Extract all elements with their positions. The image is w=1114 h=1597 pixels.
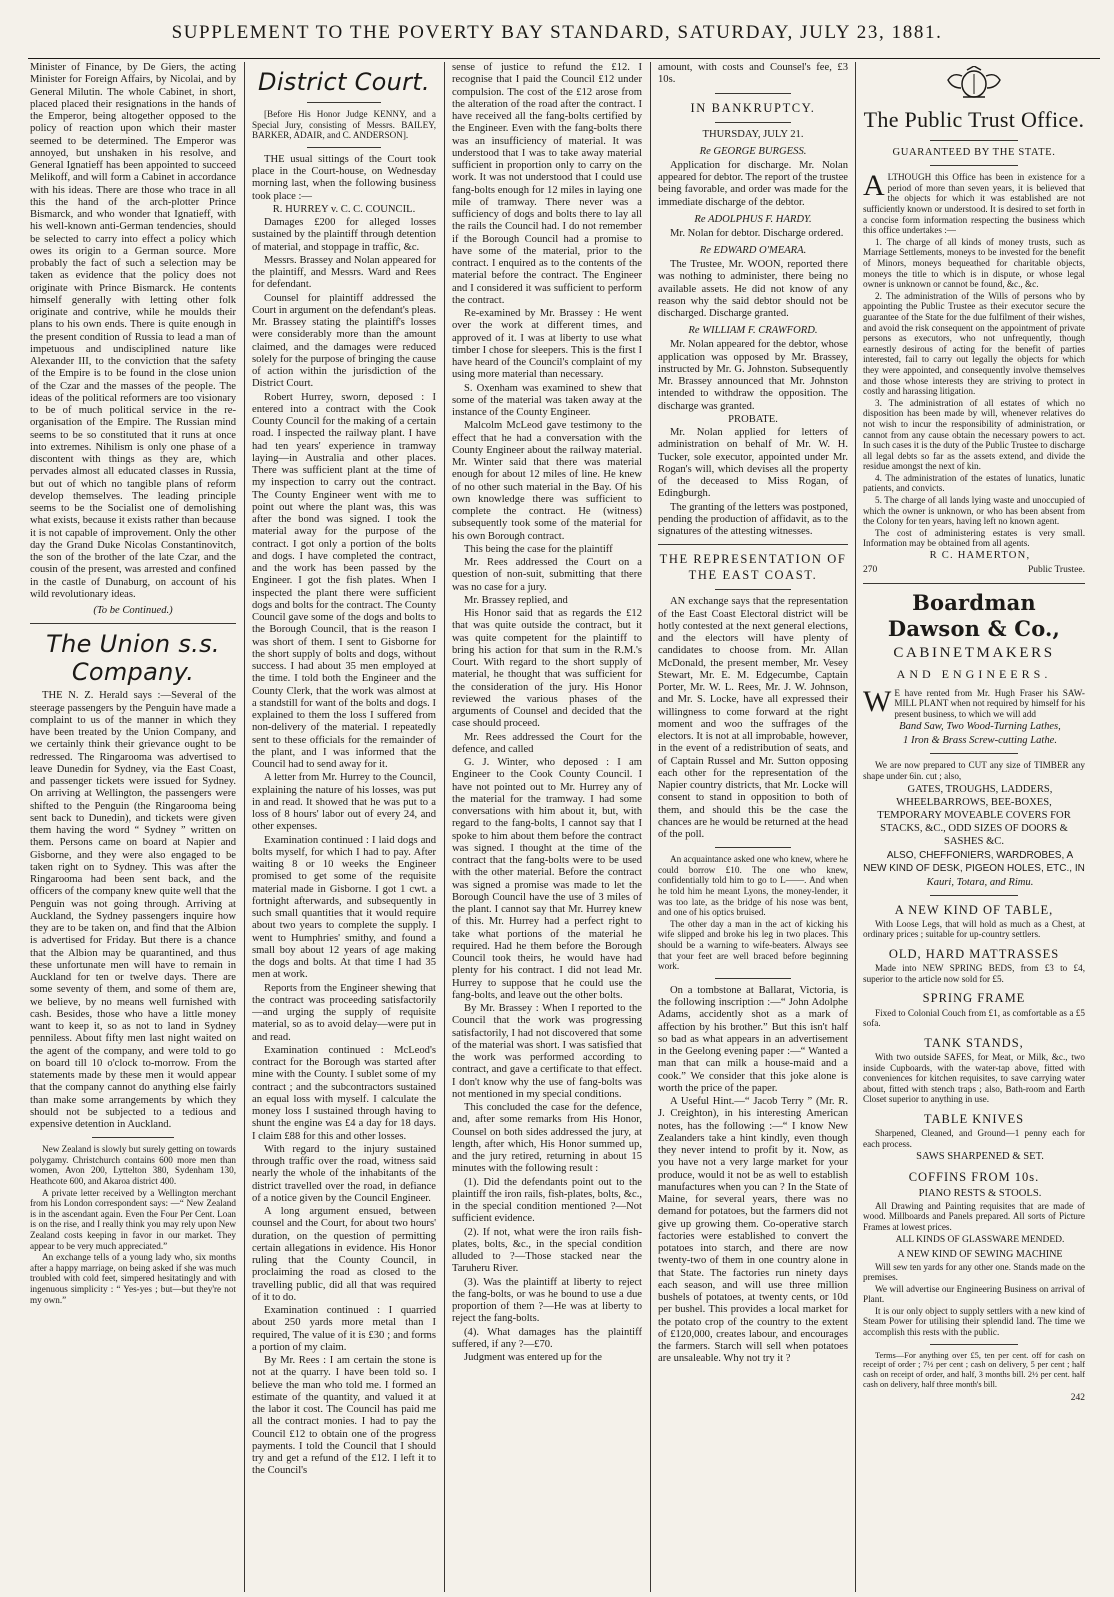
boardman-spring-body: Fixed to Colonial Couch from £1, as comfortable as a £5 sofa. bbox=[863, 1007, 1085, 1029]
boardman-piano: PIANO RESTS & STOOLS. bbox=[918, 1187, 1042, 1199]
divider bbox=[307, 147, 381, 148]
court-para: Re-examined by Mr. Brassey : He went over the work at different times, and approved of it. I was at liberty to use what timber I chose for sleepers. This is the first I have heard of the Council's complaint of my using more material than necessary. bbox=[452, 308, 642, 381]
divider bbox=[658, 544, 848, 545]
boardman-mattress-heading: OLD, HARD MATTRASSES bbox=[888, 946, 1060, 961]
boardman-lathe: 1 Iron & Brass Screw-cutting Lathe. bbox=[903, 735, 1057, 747]
boardman-furniture: ALSO, CHEFFONIERS, WARDROBES, A NEW KIND OF DESK, PIGEON HOLES, ETC., IN bbox=[863, 849, 1085, 874]
bankruptcy-case-title: Re ADOLPHUS F. HARDY. bbox=[694, 213, 812, 225]
column-1 bbox=[30, 62, 236, 1592]
court-para: amount, with costs and Counsel's fee, £3 10s. bbox=[658, 62, 848, 86]
column-rule bbox=[650, 62, 651, 1592]
boardman-sub-2: AND ENGINEERS. bbox=[896, 666, 1052, 681]
boardman-mattress-body: Made into NEW SPRING BEDS, from £3 to £4, superior to the article now sold for £5. bbox=[863, 963, 1085, 984]
court-para: Malcolm McLeod gave testimony to the effect that he had a conversation with the County Engineer about the railway material. Mr. Winter said that there was material enough for about 12 miles of line. He knew of no other such material in the Bay. Of his own knowledge there was sufficient to complete the contract. He (witness) subsequently took some of the material for his own Borough contract. bbox=[452, 420, 642, 542]
court-para: Messrs. Brassey and Nolan appeared for the plaintiff, and Messrs. Ward and Rees for defendant. bbox=[252, 254, 436, 291]
masthead bbox=[0, 0, 1114, 66]
bankruptcy-case-title: Re EDWARD O'MEARA. bbox=[699, 245, 807, 256]
public-trust-item: 4. The administration of the estates of lunatics, lunatic patients, and convicts. bbox=[863, 472, 1085, 494]
court-para: G. J. Winter, who deposed : I am Engineer to the Cook County Council. I have not pointed out to Mr. Hurrey any of the material for the tramway. I had some conversations with him about it, but, with regard to the fang-bolts, I cannot say that I spoke to him about them before the contract was signed. I thought at the time of the contract that the fang-bolts were to be used with the other material. Before the contract was signed a promise was made to let the Borough Council have the use of 3 miles of the plant. I cannot say that Mr. Hurrey knew of this. Mr. Hurrey had a perfect right to take what portions of the material he required. Had he them before the Borough Council took theirs, he would have had plenty for his contract. I did not lead Mr. Hurrey to suppose that he could use the fang-bolts, and leave out the other bolts. bbox=[452, 757, 642, 1001]
bankruptcy-headline: IN BANKRUPTCY. bbox=[690, 100, 816, 115]
representation-article: AN exchange says that the representation of the East Coast Electoral district will be hotly contested at the next general elections, and the electors will have plenty of candidates to choose from. Mr. Allan McDonald, the present member, Mr. Vesey Stewart, Mr. E. M. Edgecumbe, Captain Porter, Mr. W. L. Rees, Mr. J. W. Johnson, and Mr. S. Locke, have all expressed their willingness to come forward at the right moment and woo the suffrages of the electors. It is not at all improbable, however, in the event of a redistribution of seats, and of Captain Russel and Mr. Sutton opposing each other for the representation of the Napier country districts, that Mr. Locke will consent to stand in opposition to both of them, and should this be the case the chances are he would be returned at the head of the poll. bbox=[658, 596, 848, 840]
wife-beater-note: The other day a man in the act of kicking his wife slipped and broke his leg in two places. This should be a warning to wife-beaters. Always see that your feet are well braced before beginning work. bbox=[658, 918, 848, 972]
cold-feet-note: An exchange tells of a young lady who, six months after a happy marriage, on being asked if she was much troubled with cold feet, simpered hesitatingly and with ingenuous simplicity : “ Yes-yes ; but—but they're not my own.” bbox=[30, 1252, 236, 1305]
polygamy-note: New Zealand is slowly but surely getting on towards polygamy. Christchurch contains 600 more men than women, Avon 200, Lyttelton 380, Sydenham 130, Heathcote 600, and Akaroa district 400. bbox=[30, 1144, 236, 1187]
court-para: Judgment was entered up for the bbox=[464, 1352, 602, 1363]
ad-number: 270 bbox=[863, 565, 878, 576]
bankruptcy-case-title: Re WILLIAM F. CRAWFORD. bbox=[688, 325, 818, 337]
boardman-saws: SAWS SHARPENED & SET. bbox=[916, 1151, 1044, 1163]
boardman-number-row bbox=[863, 1392, 1085, 1404]
court-para: His Honor said that as regards the £12 that was quite outside the contract, but it was quite competent for the plaintiff to bring his action for that sum in the R.M.'s Court. With regard to the short supply of material, he thought that was sufficient for the consideration of the jury. His Honor reviewed the various phases of the arguments of Counsel and decided that the case should proceed. bbox=[452, 608, 642, 730]
public-trust-item: 5. The charge of all lands lying waste and unoccupied of which the owner is unknown, or who has been absent from the Colony for ten years, having left no known agent. bbox=[863, 495, 1085, 527]
bankruptcy-case-body: The Trustee, Mr. WOON, reported there was nothing to administer, there being no available assets. He did not know of any reason why the said debtor should not be discharged. Discharge granted. bbox=[658, 259, 848, 319]
bankruptcy-case-title: Re GEORGE BURGESS. bbox=[699, 145, 807, 157]
column-rule bbox=[855, 62, 856, 1592]
boardman-table-body: With Loose Legs, that will hold as much as a Chest, at ordinary prices ; suitable for up-country settlers. bbox=[863, 918, 1085, 940]
column-rule bbox=[444, 62, 445, 1592]
court-para: THE usual sittings of the Court took place in the Court-house, on Wednesday morning last, when the following business took place :— bbox=[252, 153, 436, 202]
boardman-coffins-heading: COFFINS FROM 10s. bbox=[908, 1170, 1040, 1185]
court-para: A long argument ensued, between counsel and the Court, for about two hours' duration, on the question of permitting certain allegations in evidence. His Honor ruling that the County Council, in proclaiming the road as closed to the travelling public, did all that was required of it to do. bbox=[252, 1206, 436, 1303]
boardman-intro bbox=[863, 684, 1085, 720]
probate-body: Mr. Nolan applied for letters of administration on behalf of Mr. W. H. Tucker, sole executor, appointed under Mr. Rogan's will, which devises all the property of the deceased to Miss Rogan, of Edingburgh. bbox=[658, 427, 848, 500]
court-para: Robert Hurrey, sworn, deposed : I entered into a contract with the Cook County Council for the making of a certain road. I inspected the railway plant. I have had ten years' experience in tramway laying—in Australia and other places. There was sufficient plant at the time of my inspection to carry out the contract. The County Engineer went with me to point out where the plant was, this was after the bond was signed. I took the material away for the purpose of the contract. I got only a portion of the bolts and dogs. I have completed the contract, and the work has been passed by the Engineer. I got the fish plates. When I inspected the plant there were sufficient dogs and bolts for the contract. The County Council gave some of the dogs and bolts to the Borough Council, that is the reason I was short of them. I sent to Gisborne for the short supply of bolts and dogs, without success. I had about 35 men employed at the time. I told both the Engineer and the County Clerk, that the work was almost at a standstill for want of the bolts and dogs. I explained to them the loss I suffered from non-delivery of the material. I repeatedly sent to these officials for the remainder of the plant, and I was informed that the Council had to send away for it. bbox=[252, 391, 436, 771]
bankruptcy-date: THURSDAY, JULY 21. bbox=[702, 128, 804, 140]
public-trust-intro bbox=[863, 169, 1085, 236]
union-company-article: THE N. Z. Herald says :—Several of the steerage passengers by the Penguin have made a complaint to us of the manner in which they have been treated by the Union Company, and we certainly think their grievance ought to be redressed. The Ringarooma was advertised to leave Dunedin for Sydney, via the East Coast, and passenger tickets were issued for Sydney. On arriving at Wellington, the passengers were shifted to the Penguin (the Ringarooma being sent back to Dunedin), and tickets were given them having the word “ Sydney ” written on them. Persons came on board at Napier and Gisborne, and they were also engaged to be taken right on to Sydney. This was after the Ringarooma had been sent back, and the officers of the company knew quite well that the Penguin was not going through. Arriving at Auckland, the Sydney passengers inquire how they are to be taken on, and find that the Albion is advertised for Friday. But there is a chance that the Albion may be quarantined, and thus these unfortunate men will have to remain in Auckland for ten or twelve days. There are some seventy of them, and some of them are, we believe, by no means well furnished with cash. Besides, those who have a little money want to keep it, so as not to land in Sydney penniless. About fifty men last night waited on the agent of the company, and were told to go on board till 10 o'clock to-morrow. From the statements made by these men it would appear that the company cannot do anything else fairly than make some arrangements by which they should not be subjected to a tedious and expensive detention in Auckland. bbox=[30, 690, 236, 1130]
newspaper-title: SUPPLEMENT TO THE POVERTY BAY STANDARD, SATURDAY, JULY 23, 1881. bbox=[171, 22, 943, 43]
public-trust-item: 2. The administration of the Wills of persons who by appointing the Public Trustee as their executor secure the guarantee of the State for the due fulfilment of their wishes, and avoid the risk consequent on the appointment of private persons as executors, who not unfrequently, though earnestly desirous of acting for the benefit of parties interested, fail to carry out legally the objects for which they were appointed, and consequently involve themselves and those whose interests they are striving to protect in costly and harassing litigation. bbox=[863, 290, 1085, 397]
boardman-woods: Kauri, Totara, and Rimu. bbox=[926, 876, 1034, 888]
boardman-knives-heading: TABLE KNIVES bbox=[923, 1112, 1025, 1127]
representation-headline: THE REPRESENTATION OF THE EAST COAST. bbox=[659, 552, 847, 583]
boardman-sewing-heading: A NEW KIND OF SEWING MACHINE bbox=[897, 1248, 1063, 1260]
drop-cap: A bbox=[863, 169, 885, 203]
public-trustee-name: R C. HAMERTON, bbox=[929, 550, 1031, 562]
divider bbox=[930, 165, 1019, 166]
court-para: By Mr. Brassey : When I reported to the Council that the work was progressing satisfactorily, I had not discovered that some of the material was short. I was satisfied that the work was performed according to contract, and gave a certificate to that effect. I don't know why the use of fang-bolts was not mentioned in my special conditions. bbox=[452, 1003, 642, 1100]
boardman-tank-body: With two outside SAFES, for Meat, or Milk, &c., two inside Cupboards, with the water-tap above, fitted with conveniences for kitchen requisites, to save carrying water about, fitted with stench traps ; also, Bath-room and Earth Closet superior to anything in use. bbox=[863, 1052, 1085, 1105]
drop-cap: W bbox=[863, 684, 892, 718]
divider bbox=[307, 102, 381, 103]
london-letter-note: A private letter received by a Wellington merchant from his London correspondent says: —“ New Zealand is in the ascendant again. Even the Four Per Cent. Loan is on the rise, and I really think you may rely upon New Zealand costs keeping in favor in our market. They appear to be very much appreciated.” bbox=[30, 1187, 236, 1251]
divider bbox=[930, 753, 1019, 754]
court-para: Examination continued : McLeod's contract for the Borough was started after mine with the County. I sublet some of my contract ; and the subcontractors sustained an equal loss with myself. I calculate the money loss I sustained through having to shunt the engine was £4 a day for 18 days. I claim £88 for this and other losses. bbox=[252, 1044, 436, 1142]
court-para: This concluded the case for the defence, and, after some remarks from His Honor, Counsel on both sides addressed the jury, at length, after which, His Honor summed up, and the jury retired, returning in about 15 minutes with the following result : bbox=[452, 1102, 642, 1175]
jury-question: (3). Was the plaintiff at liberty to reject the fang-bolts, or was he bound to use a due proportion of them ?—He was at liberty to reject the fang-bolts. bbox=[452, 1276, 642, 1325]
bankruptcy-case-body: Mr. Nolan for debtor. Discharge ordered. bbox=[670, 227, 844, 239]
jury-question: (1). Did the defendants point out to the plaintiff the iron rails, fish-plates, bolts, &c., in the special condition mentioned ?—Not sufficient evidence. bbox=[452, 1176, 642, 1225]
column-4 bbox=[658, 62, 848, 1592]
divider bbox=[92, 1137, 174, 1138]
court-para: Mr. Brassey replied, and bbox=[464, 594, 568, 606]
bankruptcy-case-body: Mr. Nolan appeared for the debtor, whose application was opposed by Mr. Brassey, instructed by Mr. G. Johnston. Subsequently Mr. Brassey announced that Mr. Johnston intended to withdraw the opposition. The discharge was granted. bbox=[658, 339, 848, 412]
court-para: Counsel for plaintiff addressed the Court in argument on the defendant's pleas. Mr. Brassey stating the plaintiff's losses were considerably more than the amount claimed, and the damages were reduced solely for the purpose of bringing the cause of action within the jurisdiction of the District Court. bbox=[252, 292, 436, 390]
boardman-sewing-body: Will sew ten yards for any other one. Stands made on the premises. bbox=[863, 1261, 1085, 1283]
ad-number: 242 bbox=[1070, 1392, 1085, 1403]
divider bbox=[930, 1344, 1019, 1345]
jury-question: (2). If not, what were the iron rails fish-plates, bolts, &c., in the special condition alluded to ?—Those stacked near the Taruheru River. bbox=[452, 1226, 642, 1275]
court-para: Mr. Rees addressed the Court on a question of non-suit, submitting that there was no case for a jury. bbox=[452, 557, 642, 593]
divider bbox=[863, 583, 1085, 584]
public-trust-item: 3. The administration of all estates of which no disposition has been made by will, whenever relatives do not wish to incur the responsibility of administration, or cannot from any cause obtain the necessary powers to act. In such cases it is the duty of the Public Trustee to discharge all legal debts so far as the assets extend, and divide the residue amongst the next of kin. bbox=[863, 397, 1085, 472]
bankruptcy-case-body: Application for discharge. Mr. Nolan appeared for debtor. The report of the trustee being favorable, and order was made for the immediate discharge of the debtor. bbox=[658, 159, 848, 208]
column-3 bbox=[452, 62, 642, 1592]
boardman-intro-text: E have rented from Mr. Hugh Fraser his SAW-MILL PLANT when not required by himself for his present business, to which we will add bbox=[894, 687, 1085, 719]
public-trust-headline: The Public Trust Office. bbox=[863, 107, 1085, 132]
court-para: Reports from the Engineer shewing that the contract was proceeding satisfactorily—and urging the supply of requisite material, so as to avoid delay—were put in and read. bbox=[252, 982, 436, 1043]
boardman-steam: It is our only object to supply settlers with a new kind of Steam Power for utilising their splendid land. The time we accomplish this rests with the public. bbox=[863, 1305, 1085, 1338]
borrow-note: An acquaintance asked one who knew, where he could borrow £10. The one who knew, confidentially told him to go to L——. And when he told him he meant Lyons, the money-lender, it was too late, as the bridge of his nose was bent, and one of his optics bruised. bbox=[658, 854, 848, 918]
boardman-engineering: We will advertise our Engineering Business on arrival of Plant. bbox=[863, 1283, 1085, 1305]
masthead-rule bbox=[28, 58, 1100, 59]
russia-article-continuation: Minister of Finance, by De Giers, the acting Minister for Foreign Affairs, by Nicolai, and by General Milutin. The whole Cabinet, in short, placed placed their resignations in the hands of the Emperor, being altogether opposed to the policy of reaction upon which their master seemed to be determined. The Emperor was annoyed, but unshaken in his resolve, and General Ignatieff has been appointed to succeed Melikoff, and will form a Cabinet in accordance with his ideas. There are those who trace in all this the hand of the arch-plotter Prince Bismarck, and who wonder that Ignatieff, with his well-known anti-German tendencies, should be selected to carry into effect a policy which owes its origin to a German source. More probably the fact of such a selection may be taken as evidence that the policy does not originate with Prince Bismarck. He contents himself generally with letting other folk originate and contrive, while he moulds their plans to his own ends. There is quite enough in the present condition of Russia to lead a man of impetuous and undisciplined nature like Alexander III, to the conviction that the safety of the Empire is to be found in the close union of the Czar and the masses of the people. The ideas of the political reformers are too visionary to be of much political service in the re-organisation of the Empire. The Russian mind seems to be so constituted that it runs at once into extremes. Nihilism is only one phase of a discontent with things as they are, which pervades almost all educated classes in Russia, but out of which no tangible plans of reform develop themselves. The leading principle seems to be the Socialist one of demolishing what exists, because it exists rather than because it is not capable of improvement. Only the other day the Grand Duke Nicolas Constantinovitch, the son of the brother of the late Czar, and the cousin of the present, was arrested and confined in the castle of Dunaburg, on account of his wild revolutionary ideas. bbox=[30, 62, 236, 600]
court-para: With regard to the injury sustained through traffic over the road, witness said nearly the whole of the inhabitants of the district travelled over the road, in defiance of a notice given by the Council Engineer. bbox=[252, 1143, 436, 1204]
column-5-ads bbox=[863, 62, 1085, 1592]
public-trust-item: The cost of administering estates is very small. Information may be obtained from all agents. bbox=[863, 527, 1085, 549]
divider bbox=[715, 847, 791, 848]
boardman-terms: Terms—For anything over £5, ten per cent. off for cash on receipt of order ; 7½ per cent ; cash on delivery, 5 per cent ; half cash on receipt of order, and half, 3 months bill. 2½ per cent. half cash on delivery, half three month's bill. bbox=[863, 1350, 1085, 1390]
case-title: R. HURREY v. C. C. COUNCIL. bbox=[272, 203, 416, 215]
divider bbox=[930, 895, 1019, 896]
court-intro: [Before His Honor Judge KENNY, and a Special Jury, consisting of Messrs. BAILEY, BARKER, ADAIR, and C. ANDERSON]. bbox=[252, 109, 436, 141]
probate-heading: PROBATE. bbox=[728, 413, 778, 425]
coat-of-arms-icon bbox=[943, 66, 1005, 100]
union-company-headline: The Union s.s. Company. bbox=[46, 630, 220, 687]
jury-question: (4). What damages has the plaintiff suffered, if any ?—£70. bbox=[452, 1326, 642, 1350]
court-para: Mr. Rees addressed the Court for the defence, and called bbox=[452, 731, 642, 755]
column-rule bbox=[244, 62, 245, 1592]
boardman-spring-heading: SPRING FRAME bbox=[922, 991, 1026, 1006]
public-trustee-row bbox=[863, 564, 1085, 576]
boardman-products: GATES, TROUGHS, LADDERS, WHEELBARROWS, BEE-BOXES, TEMPORARY MOVEABLE COVERS FOR STACKS, &C., ODD SIZES OF DOORS & SASHES &C. bbox=[877, 783, 1071, 847]
boardman-lathe: Band Saw, Two Wood-Turning Lathes, bbox=[899, 721, 1061, 733]
divider bbox=[715, 93, 791, 94]
boardman-timber: We are now prepared to CUT any size of TIMBER any shape under 6in. cut ; also, bbox=[863, 760, 1085, 781]
boardman-tank-heading: TANK STANDS, bbox=[924, 1035, 1024, 1050]
probate-body: The granting of the letters was postponed, pending the production of affidavit, as to the signatures of the attesting witnesses. bbox=[658, 501, 848, 537]
tombstone-note: On a tombstone at Ballarat, Victoria, is the following inscription :—“ John Adolphe Adams, accidently shot as a mark of affection by his brother.” But this isn't half so bad as what appears in an advertisement in the Geelong evening paper :—“ Wanted a man that can milk a house-maid and a cook.” We consider that this joke alone is worth the price of the paper. bbox=[658, 984, 848, 1094]
court-para: S. Oxenham was examined to shew that some of the material was taken away at the instance of the County Engineer. bbox=[452, 382, 642, 418]
boardman-knives-body: Sharpened, Cleaned, and Ground—1 penny each for each process. bbox=[863, 1128, 1085, 1149]
court-para: Examination continued : I quarried about 250 yards more metal than I required, The value of it is £30 ; and forms a portion of my claim. bbox=[252, 1305, 436, 1353]
district-court-headline: District Court. bbox=[258, 68, 430, 96]
court-para: By Mr. Rees : I am certain the stone is not at the quarry. I have been told so. I believe the man who told me. I formed an estimate of the quantity, and valued it at the labor it cost. The Council has paid me all the contract monies. I had to pay the Council £12 to obtain one of the progress payments. I told the Council that I should try and get a refund of the £12. I left it to the Council's bbox=[252, 1355, 436, 1477]
court-para: sense of justice to refund the £12. I recognise that I paid the Council £12 under compulsion. The cost of the £12 arose from the alteration of the road after the contract. I have received all the fang-bolts certified by the Engineer. Even with the fang-bolts there was an insufficiency of material. It was understood that I was to take away material sufficient in proportion only to carry on the work. It was not understood that I could use fang-bolts enough for 12 miles in laying one mile of tramway. There never was a sufficiency of dogs and bolts there to lay all the rails the Council had. I do not remember if the Borough Council had a promise to have some of the material, prior to the contract. I enquired as to the contents of the material before the contract. The Engineer and I considered it was sufficient to perform the contract. bbox=[452, 62, 642, 306]
boardman-dawson-headline: Boardman Dawson & Co., bbox=[887, 589, 1061, 641]
court-para: A letter from Mr. Hurrey to the Council, explaining the nature of his losses, was put in and read. It showed that he was put to a loss of 8 hours' labor out of every 24, and other expenses. bbox=[252, 772, 436, 833]
court-para: Examination continued : I laid dogs and bolts myself, for which I had to pay. After waiting 8 or 10 weeks the Engineer promised to get some of the requisite material made in Gisborne. I got 1 cwt. a fortnight afterwards, and subsequently in such small quantities that it would require about two years to complete the supply. I went to Humphries' smithy, and found a small boy about 12 years of age making the dogs and bolts. At that time I had 35 men at work. bbox=[252, 834, 436, 981]
public-trust-item: 1. The charge of all kinds of money trusts, such as Marriage Settlements, moneys to be invested for the benefit of Minors, moneys bequeathed for charitable objects, moneys the title to which is in dispute, or whose legal owner is unknown or cannot be found, &c., &c. bbox=[863, 236, 1085, 290]
court-para: This being the case for the plaintiff bbox=[464, 543, 613, 555]
boardman-sub-1: CABINETMAKERS bbox=[893, 644, 1055, 661]
divider bbox=[30, 623, 236, 624]
public-trustee-role: Public Trustee. bbox=[1027, 565, 1085, 576]
public-trust-intro-text: LTHOUGH this Office has been in existence for a period of more than seven years, it is believed that the objects for which it was established are not sufficiently known or understood. It is desired to set forth in a concise form information respecting the business which this office undertakes :— bbox=[863, 172, 1085, 236]
public-trust-guarantee: GUARANTEED BY THE STATE. bbox=[892, 147, 1056, 158]
court-para: Damages £200 for alleged losses sustained by the plaintiff through detention of material, and stoppage in traffic, &c. bbox=[252, 217, 436, 253]
column-2 bbox=[252, 62, 436, 1592]
divider bbox=[930, 140, 1019, 141]
boardman-table-heading: A NEW KIND OF TABLE, bbox=[894, 902, 1054, 917]
divider bbox=[715, 978, 791, 979]
to-be-continued: (To be Continued.) bbox=[93, 605, 173, 616]
useful-hint-note: A Useful Hint.—“ Jacob Terry ” (Mr. R. J. Creighton), in his interesting American notes, has the following :—“ I know New Zealanders take a hint kindly, even though they never intend to profit by it. Now, as you have not a very large market for your produce, would it not be as well to establish manufactures when you can ? In the State of Maine, for several years, there was no demand for potatoes, but the farmers did not give up growing them. Co-operative starch factories were established to convert the potatoes into starch, and there are now twenty-two of them in one country alone in that State. The factories run ninety days each season, and will use three million bushels of potatoes, at twenty cents, or 10d per bushel. This provides a local market for the potato crop of the country to the extent of £120,000, creates labour, and encourages the farmers. Starch will sell when potatoes are unsaleable. Why not try it ? bbox=[658, 1096, 848, 1365]
divider bbox=[715, 589, 791, 590]
boardman-glassware: ALL KINDS OF GLASSWARE MENDED. bbox=[895, 1234, 1065, 1245]
boardman-drawing: All Drawing and Painting requisites that are made of wood. Millboards and Panels prepared. All sorts of Picture Frames at lowest prices. bbox=[863, 1200, 1085, 1232]
divider bbox=[715, 122, 791, 123]
